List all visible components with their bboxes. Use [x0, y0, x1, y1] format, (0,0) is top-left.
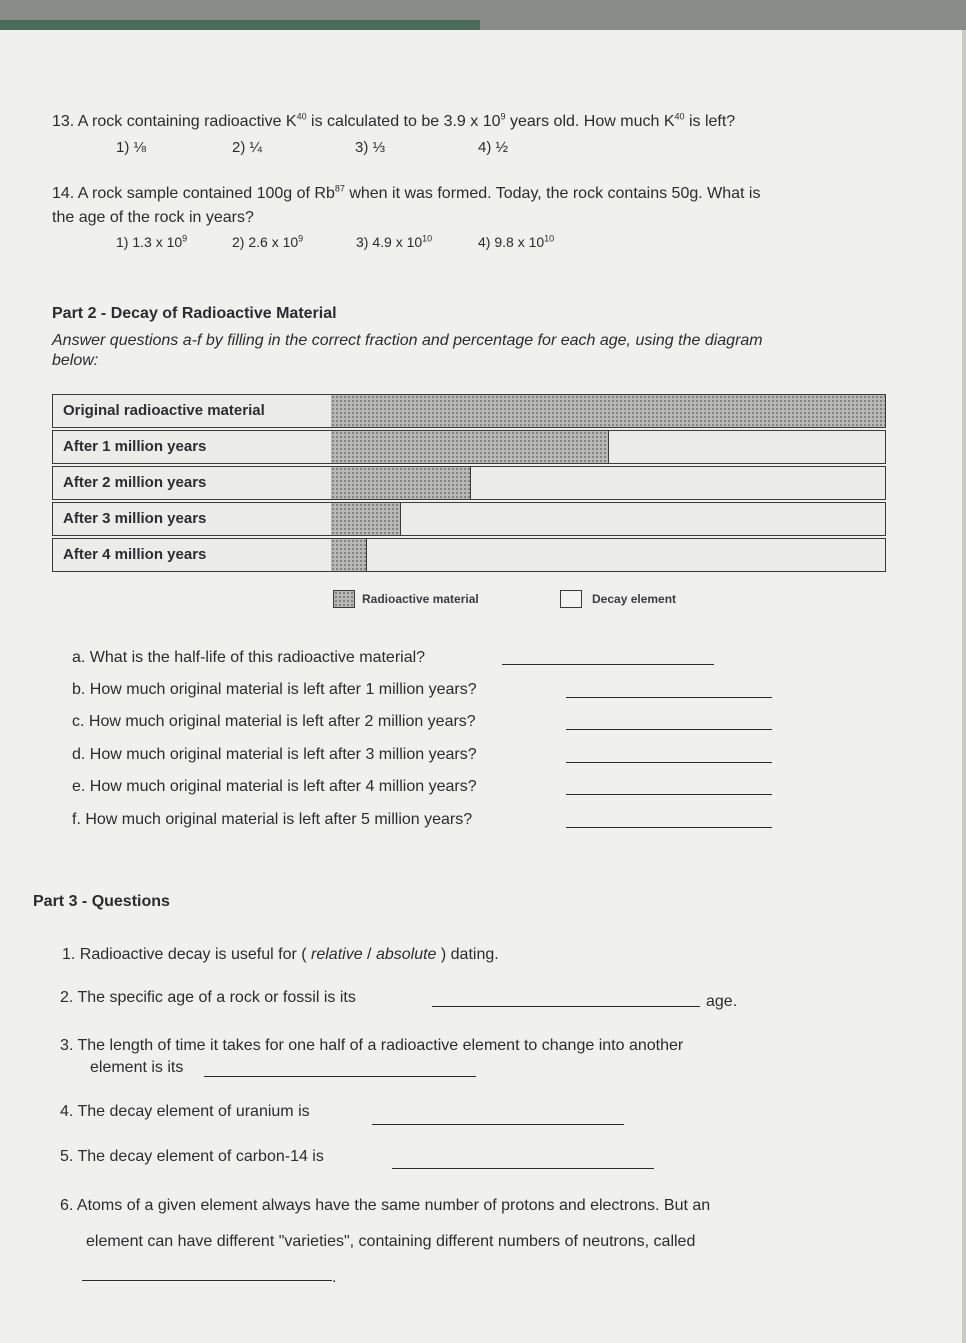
part3-question-3-line2: element is its: [90, 1059, 184, 1076]
part-2-instructions-line2: below:: [52, 352, 99, 369]
question-b: b. How much original material is left after 1 million years?: [72, 681, 477, 698]
q13-option-4[interactable]: 4) ½: [478, 139, 509, 156]
answer-blank-4[interactable]: [372, 1124, 624, 1125]
material-bar: [331, 431, 609, 463]
diagram-row-label: After 1 million years: [63, 438, 207, 455]
diagram-row: [52, 394, 886, 428]
question-f: f. How much original material is left after 5 million years?: [72, 811, 473, 828]
answer-blank-5[interactable]: [392, 1168, 654, 1169]
question-13: 13. A rock containing radioactive $K^{40}$ is calculated to be 3.9 x $10^9$ years old. How much $K^{40}$ is left?: [52, 111, 736, 130]
legend-decay-swatch: [560, 590, 582, 608]
part3-question-2-end: age.: [706, 993, 738, 1010]
legend-decay-label: Decay element: [592, 592, 677, 606]
part-3-title: Part 3 - Questions: [33, 893, 170, 910]
question-c: c. How much original material is left after 2 million years?: [72, 713, 476, 730]
part3-question-5: 5. The decay element of carbon-14 is: [60, 1148, 324, 1165]
period: .: [332, 1269, 337, 1286]
material-bar: [331, 539, 367, 571]
answer-blank-2[interactable]: [432, 1006, 700, 1007]
page-edge-shadow: [962, 30, 966, 1343]
decay-diagram: [52, 386, 894, 582]
answer-blank-a[interactable]: [502, 664, 714, 665]
answer-blank-b[interactable]: [566, 697, 772, 698]
diagram-row: [52, 466, 886, 500]
diagram-row-label: After 2 million years: [63, 474, 207, 491]
answer-blank-3[interactable]: [204, 1076, 476, 1077]
q14-option-2[interactable]: 2) 2.6 x $10^9$: [232, 233, 304, 250]
q14-option-4[interactable]: 4) 9.8 x $10^{10}$: [478, 233, 555, 250]
q13-option-1[interactable]: 1) ⅛: [116, 139, 147, 156]
q14-option-3[interactable]: 3) 4.9 x $10^{10}$: [356, 233, 433, 250]
q13-option-2[interactable]: 2) ¼: [232, 139, 263, 156]
legend-material-label: Radioactive material: [362, 592, 479, 606]
material-bar: [331, 503, 401, 535]
option-relative[interactable]: relative: [311, 946, 363, 963]
part3-question-1: 1. Radioactive decay is useful for ( relative / absolute ) dating.: [62, 946, 499, 963]
option-absolute[interactable]: absolute: [375, 946, 437, 963]
question-e: e. How much original material is left after 4 million years?: [72, 778, 477, 795]
answer-blank-c[interactable]: [566, 729, 772, 730]
diagram-row-label: After 3 million years: [63, 510, 207, 527]
diagram-row-label: After 4 million years: [63, 546, 207, 563]
q14-option-1[interactable]: 1) 1.3 x $10^9$: [116, 233, 188, 250]
legend-material-swatch: [333, 590, 355, 608]
part3-question-4: 4. The decay element of uranium is: [60, 1103, 310, 1120]
question-d: d. How much original material is left after 3 million years?: [72, 746, 477, 763]
q13-option-3[interactable]: 3) ⅓: [355, 139, 386, 156]
answer-blank-f[interactable]: [566, 827, 772, 828]
question-14-line2: the age of the rock in years?: [52, 209, 254, 226]
part-2-instructions-line1: Answer questions a-f by filling in the correct fraction and percentage for each age, using the diagram: [52, 332, 763, 349]
part3-question-6-line2: element can have different "varieties", containing different numbers of neutrons, called: [86, 1233, 696, 1250]
part3-question-6-line1: 6. Atoms of a given element always have the same number of protons and electrons. But an: [60, 1197, 711, 1214]
diagram-row: [52, 430, 886, 464]
diagram-row: [52, 502, 886, 536]
answer-blank-6[interactable]: [82, 1280, 332, 1281]
material-bar: [331, 467, 471, 499]
question-14-line1: 14. A rock sample contained 100g of Rb$^{87}$ when it was formed. Today, the rock contains 50g. What is: [52, 183, 761, 202]
question-a: a. What is the half-life of this radioactive material?: [72, 649, 426, 666]
material-bar: [331, 395, 885, 427]
part-2-title: Part 2 - Decay of Radioactive Material: [52, 305, 337, 322]
part3-question-3-line1: 3. The length of time it takes for one half of a radioactive element to change into another: [60, 1037, 684, 1054]
diagram-row-label: Original radioactive material: [63, 402, 265, 419]
part3-question-2: 2. The specific age of a rock or fossil is its: [60, 989, 356, 1006]
diagram-row: [52, 538, 886, 572]
answer-blank-e[interactable]: [566, 794, 772, 795]
answer-blank-d[interactable]: [566, 762, 772, 763]
